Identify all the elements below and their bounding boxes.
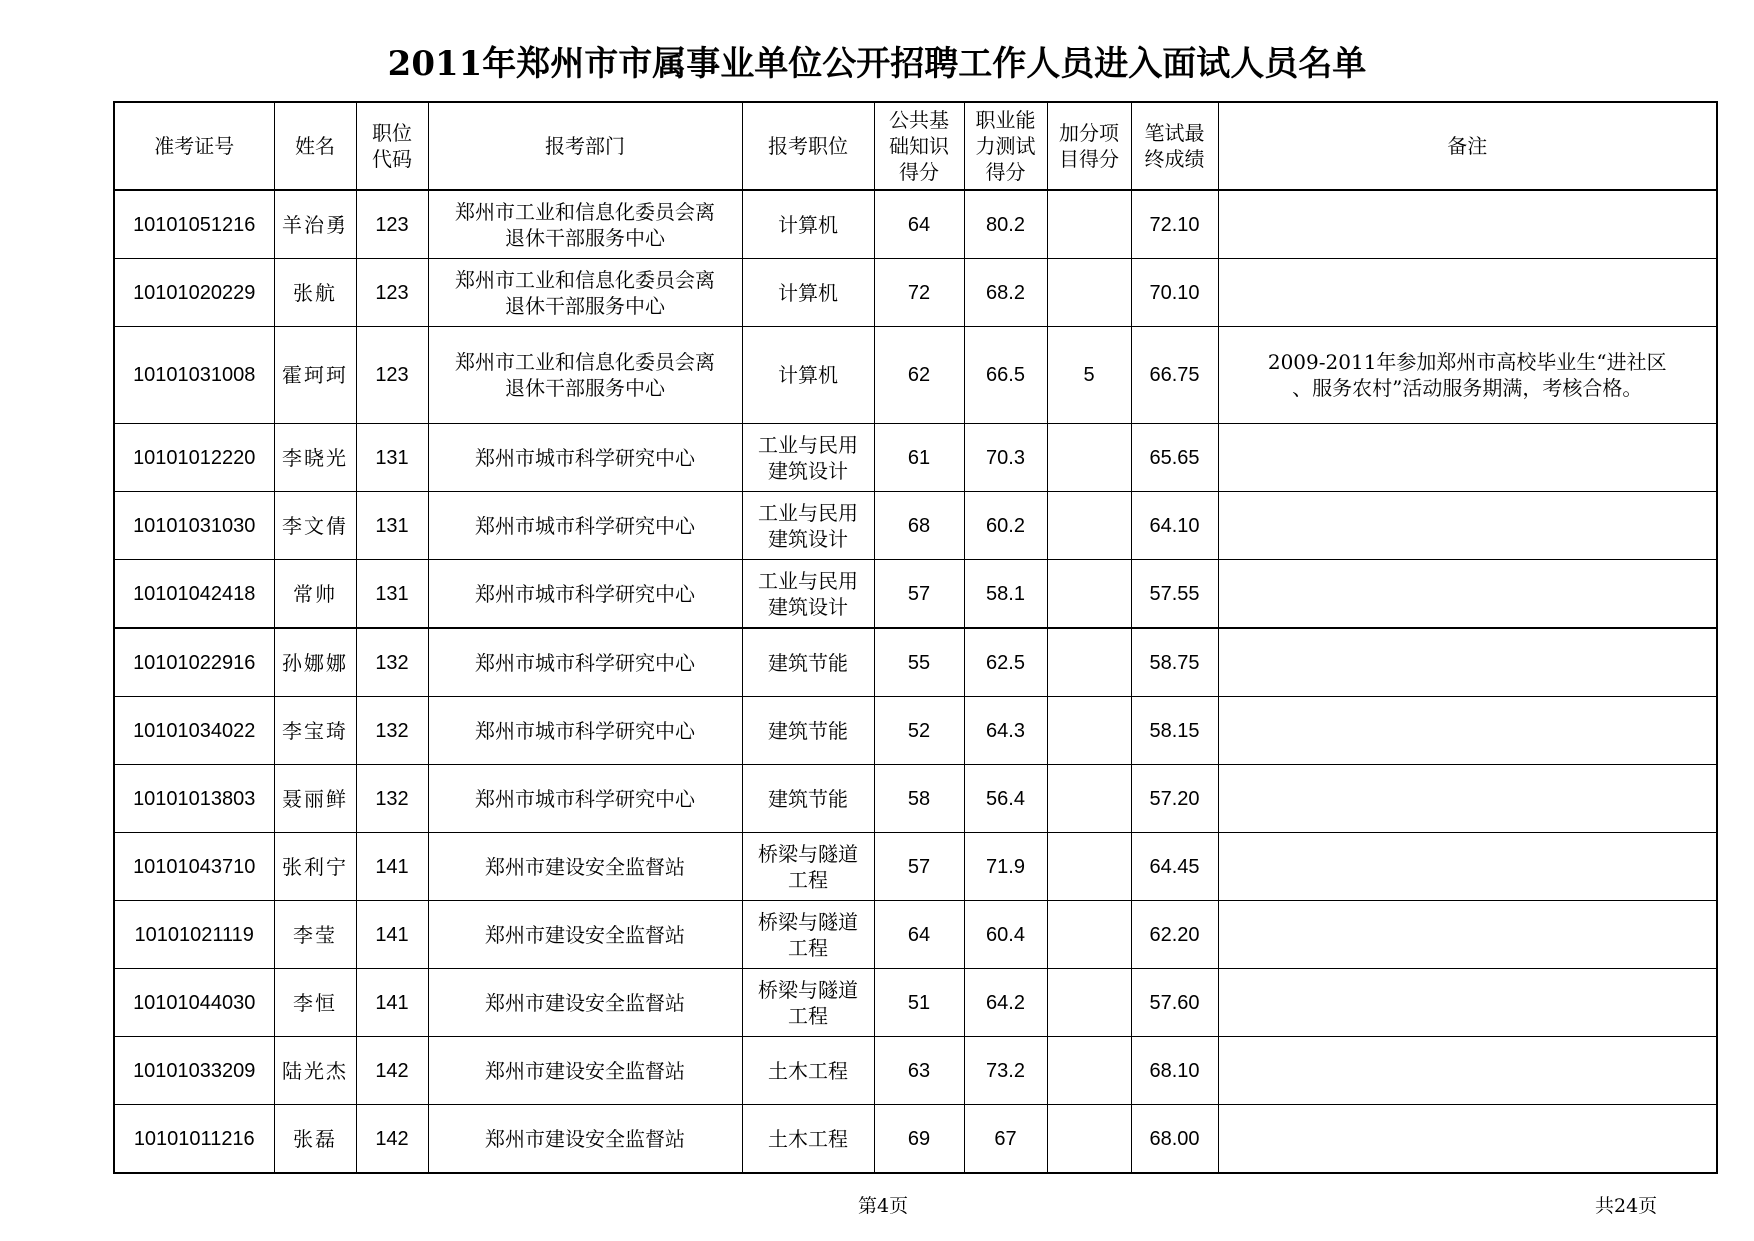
cell-name: 李文倩: [274, 492, 356, 560]
header-row: [114, 102, 1717, 190]
cell-public-knowledge: 64: [874, 901, 964, 969]
cell-public-knowledge: 69: [874, 1105, 964, 1174]
page-total: 共24页: [1595, 1195, 1658, 1217]
cell-ability-test: 64.3: [964, 697, 1047, 765]
cell-department: 郑州市建设安全监督站: [428, 833, 742, 901]
table-row: [114, 424, 1717, 492]
col-remark: 备注: [1218, 102, 1717, 190]
cell-department: 郑州市建设安全监督站: [428, 901, 742, 969]
cell-public-knowledge: 61: [874, 424, 964, 492]
cell-public-knowledge: 63: [874, 1037, 964, 1105]
cell-ticket-number: 10101020229: [114, 259, 274, 327]
cell-final-score: 57.60: [1131, 969, 1218, 1037]
cell-public-knowledge: 64: [874, 190, 964, 259]
cell-ability-test: 62.5: [964, 628, 1047, 697]
cell-final-score: 62.20: [1131, 901, 1218, 969]
cell-department: 郑州市城市科学研究中心: [428, 697, 742, 765]
cell-position: 建筑节能: [742, 765, 874, 833]
cell-ticket-number: 10101043710: [114, 833, 274, 901]
cell-department: 郑州市城市科学研究中心: [428, 492, 742, 560]
cell-final-score: 66.75: [1131, 327, 1218, 424]
cell-final-score: 65.65: [1131, 424, 1218, 492]
cell-ability-test: 60.2: [964, 492, 1047, 560]
cell-position-code: 132: [356, 765, 428, 833]
cell-remark: 2009-2011年参加郑州市高校毕业生“进社区 、服务农村”活动服务期满，考核合格。: [1218, 327, 1717, 424]
cell-name: 霍珂珂: [274, 327, 356, 424]
table-row: [114, 1105, 1717, 1174]
cell-ticket-number: 10101012220: [114, 424, 274, 492]
cell-final-score: 72.10: [1131, 190, 1218, 259]
cell-remark: [1218, 424, 1717, 492]
cell-position-code: 142: [356, 1037, 428, 1105]
cell-final-score: 64.10: [1131, 492, 1218, 560]
cell-department: 郑州市建设安全监督站: [428, 1037, 742, 1105]
col-ticket-number: 准考证号: [114, 102, 274, 190]
cell-ticket-number: 10101011216: [114, 1105, 274, 1174]
table-row: [114, 833, 1717, 901]
cell-ticket-number: 10101013803: [114, 765, 274, 833]
cell-name: 张磊: [274, 1105, 356, 1174]
col-position: 报考职位: [742, 102, 874, 190]
cell-ticket-number: 10101021119: [114, 901, 274, 969]
cell-final-score: 57.55: [1131, 560, 1218, 629]
cell-remark: [1218, 628, 1717, 697]
col-bonus: 加分项 目得分: [1047, 102, 1131, 190]
cell-name: 张利宁: [274, 833, 356, 901]
cell-final-score: 58.15: [1131, 697, 1218, 765]
table-row: [114, 901, 1717, 969]
cell-department: 郑州市城市科学研究中心: [428, 628, 742, 697]
cell-name: 张航: [274, 259, 356, 327]
cell-name: 常帅: [274, 560, 356, 629]
cell-bonus: [1047, 259, 1131, 327]
cell-name: 羊治勇: [274, 190, 356, 259]
cell-public-knowledge: 62: [874, 327, 964, 424]
cell-position-code: 131: [356, 560, 428, 629]
cell-bonus: [1047, 697, 1131, 765]
cell-position-code: 142: [356, 1105, 428, 1174]
cell-ability-test: 58.1: [964, 560, 1047, 629]
cell-position-code: 132: [356, 628, 428, 697]
cell-bonus: [1047, 492, 1131, 560]
cell-bonus: [1047, 190, 1131, 259]
cell-ability-test: 70.3: [964, 424, 1047, 492]
cell-public-knowledge: 57: [874, 560, 964, 629]
table-row: [114, 697, 1717, 765]
cell-ticket-number: 10101034022: [114, 697, 274, 765]
cell-department: 郑州市工业和信息化委员会离 退休干部服务中心: [428, 190, 742, 259]
page-number: 第4页: [858, 1195, 909, 1217]
col-public-knowledge: 公共基 础知识 得分: [874, 102, 964, 190]
cell-position: 工业与民用 建筑设计: [742, 492, 874, 560]
cell-final-score: 58.75: [1131, 628, 1218, 697]
cell-public-knowledge: 72: [874, 259, 964, 327]
cell-ticket-number: 10101031008: [114, 327, 274, 424]
table-row: [114, 492, 1717, 560]
cell-name: 李宝琦: [274, 697, 356, 765]
cell-ticket-number: 10101022916: [114, 628, 274, 697]
cell-remark: [1218, 492, 1717, 560]
cell-remark: [1218, 901, 1717, 969]
cell-name: 陆光杰: [274, 1037, 356, 1105]
cell-remark: [1218, 190, 1717, 259]
cell-ticket-number: 10101031030: [114, 492, 274, 560]
cell-ability-test: 80.2: [964, 190, 1047, 259]
cell-position: 桥梁与隧道 工程: [742, 833, 874, 901]
cell-bonus: 5: [1047, 327, 1131, 424]
cell-remark: [1218, 969, 1717, 1037]
cell-public-knowledge: 68: [874, 492, 964, 560]
cell-position-code: 123: [356, 190, 428, 259]
cell-ticket-number: 10101044030: [114, 969, 274, 1037]
table-row: [114, 1037, 1717, 1105]
cell-remark: [1218, 697, 1717, 765]
cell-department: 郑州市工业和信息化委员会离 退休干部服务中心: [428, 327, 742, 424]
cell-position: 桥梁与隧道 工程: [742, 901, 874, 969]
interview-roster-table: [113, 101, 1718, 1174]
cell-remark: [1218, 1105, 1717, 1174]
cell-ability-test: 66.5: [964, 327, 1047, 424]
cell-bonus: [1047, 1037, 1131, 1105]
cell-department: 郑州市城市科学研究中心: [428, 560, 742, 629]
cell-position-code: 131: [356, 424, 428, 492]
col-department: 报考部门: [428, 102, 742, 190]
cell-department: 郑州市工业和信息化委员会离 退休干部服务中心: [428, 259, 742, 327]
cell-ability-test: 71.9: [964, 833, 1047, 901]
cell-position-code: 141: [356, 969, 428, 1037]
cell-public-knowledge: 58: [874, 765, 964, 833]
cell-position: 计算机: [742, 190, 874, 259]
col-name: 姓名: [274, 102, 356, 190]
cell-bonus: [1047, 1105, 1131, 1174]
cell-ability-test: 73.2: [964, 1037, 1047, 1105]
cell-position-code: 132: [356, 697, 428, 765]
cell-ability-test: 67: [964, 1105, 1047, 1174]
table-row: [114, 560, 1717, 629]
cell-position: 桥梁与隧道 工程: [742, 969, 874, 1037]
cell-name: 李莹: [274, 901, 356, 969]
cell-public-knowledge: 52: [874, 697, 964, 765]
table-row: [114, 628, 1717, 697]
cell-name: 聂丽鲜: [274, 765, 356, 833]
cell-remark: [1218, 833, 1717, 901]
cell-ability-test: 60.4: [964, 901, 1047, 969]
cell-position: 建筑节能: [742, 697, 874, 765]
cell-ability-test: 56.4: [964, 765, 1047, 833]
cell-position-code: 141: [356, 833, 428, 901]
cell-ticket-number: 10101033209: [114, 1037, 274, 1105]
cell-public-knowledge: 57: [874, 833, 964, 901]
cell-public-knowledge: 55: [874, 628, 964, 697]
cell-remark: [1218, 1037, 1717, 1105]
cell-position: 计算机: [742, 327, 874, 424]
cell-name: 李恒: [274, 969, 356, 1037]
cell-bonus: [1047, 901, 1131, 969]
cell-ticket-number: 10101051216: [114, 190, 274, 259]
cell-position-code: 131: [356, 492, 428, 560]
table-row: [114, 327, 1717, 424]
cell-ability-test: 68.2: [964, 259, 1047, 327]
cell-position: 计算机: [742, 259, 874, 327]
cell-final-score: 70.10: [1131, 259, 1218, 327]
cell-position-code: 141: [356, 901, 428, 969]
cell-final-score: 68.00: [1131, 1105, 1218, 1174]
table-row: [114, 969, 1717, 1037]
roster-body: [114, 190, 1717, 1173]
cell-final-score: 68.10: [1131, 1037, 1218, 1105]
cell-final-score: 57.20: [1131, 765, 1218, 833]
cell-position: 土木工程: [742, 1037, 874, 1105]
cell-ability-test: 64.2: [964, 969, 1047, 1037]
cell-bonus: [1047, 833, 1131, 901]
cell-name: 李晓光: [274, 424, 356, 492]
cell-department: 郑州市城市科学研究中心: [428, 424, 742, 492]
cell-name: 孙娜娜: [274, 628, 356, 697]
table-row: [114, 765, 1717, 833]
cell-position: 土木工程: [742, 1105, 874, 1174]
cell-position: 工业与民用 建筑设计: [742, 424, 874, 492]
cell-ticket-number: 10101042418: [114, 560, 274, 629]
col-position-code: 职位 代码: [356, 102, 428, 190]
cell-bonus: [1047, 560, 1131, 629]
cell-bonus: [1047, 765, 1131, 833]
cell-remark: [1218, 765, 1717, 833]
cell-final-score: 64.45: [1131, 833, 1218, 901]
cell-position: 工业与民用 建筑设计: [742, 560, 874, 629]
cell-department: 郑州市建设安全监督站: [428, 1105, 742, 1174]
cell-remark: [1218, 259, 1717, 327]
cell-bonus: [1047, 969, 1131, 1037]
cell-remark: [1218, 560, 1717, 629]
cell-department: 郑州市城市科学研究中心: [428, 765, 742, 833]
cell-position: 建筑节能: [742, 628, 874, 697]
cell-bonus: [1047, 424, 1131, 492]
col-ability-test: 职业能 力测试 得分: [964, 102, 1047, 190]
document-title: 2011年郑州市市属事业单位公开招聘工作人员进入面试人员名单: [387, 44, 1367, 84]
table-row: [114, 190, 1717, 259]
cell-bonus: [1047, 628, 1131, 697]
cell-department: 郑州市建设安全监督站: [428, 969, 742, 1037]
cell-position-code: 123: [356, 259, 428, 327]
cell-public-knowledge: 51: [874, 969, 964, 1037]
cell-position-code: 123: [356, 327, 428, 424]
table-row: [114, 259, 1717, 327]
col-final-score: 笔试最 终成绩: [1131, 102, 1218, 190]
